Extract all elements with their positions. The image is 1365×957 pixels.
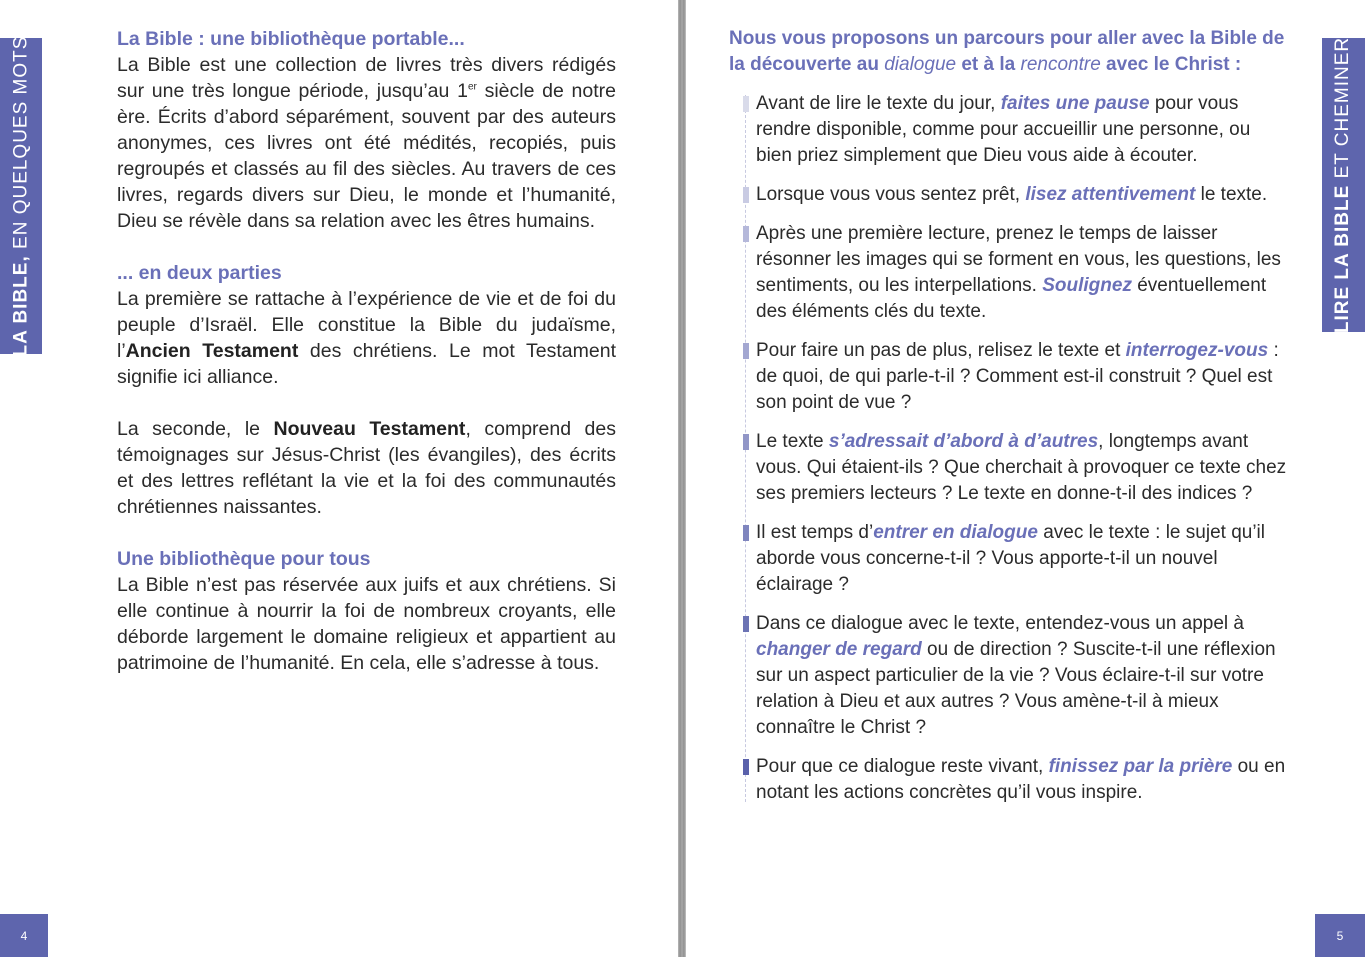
left-page	[0, 0, 678, 957]
section-title: Une bibliothèque pour tous	[117, 548, 371, 570]
paragraph: La Bible n’est pas réservée aux juifs et aux chrétiens. Si elle continue à nourrir la foi de nombreux croyants, elle déborde largement le domaine religieux et appartient au patrimoine de l’humanité. En cela, elle s’adresse à tous.	[117, 574, 616, 674]
reading-step: Après une première lecture, prenez le temps de laisser résonner les images qui se forment en vous, les questions, les sentiments, ou les interpellations. Soulignez éventuellement des éléments clés du texte.	[729, 221, 1289, 325]
step-marker-icon	[743, 434, 749, 450]
reading-step: Avant de lire le texte du jour, faites une pause pour vous rendre disponible, comme pour accueillir une personne, ou bien priez simplement que Dieu vous aide à écouter.	[729, 91, 1289, 169]
chapter-tab-bold: LA BIBLE,	[10, 255, 32, 357]
left-column	[117, 26, 616, 676]
page-number: 5	[1315, 914, 1365, 957]
intro-heading: Nous vous proposons un parcours pour aller avec la Bible de la découverte au dialogue et à la rencontre avec le Christ :	[729, 28, 1285, 75]
chapter-tab-right	[1322, 38, 1365, 332]
chapter-tab-left	[0, 35, 42, 357]
right-column	[729, 26, 1289, 819]
reading-step: Lorsque vous vous sentez prêt, lisez attentivement le texte.	[729, 182, 1289, 208]
reading-steps-list	[729, 91, 1289, 806]
chapter-tab-label	[1333, 37, 1355, 333]
reading-step: Dans ce dialogue avec le texte, entendez-vous un appel à changer de regard ou de direction ? Suscite-t-il une réflexion sur un aspect particulier de la vie ? Vous éclaire-t-il sur votre relation à Dieu et aux autres ? Vous amène-t-il à mieux connaître le Christ ?	[729, 611, 1289, 741]
paragraph: La Bible est une collection de livres très divers rédigés sur une très longue période, jusqu’au 1er siècle de notre ère. Écrits d’abord séparément, souvent par des auteurs anonymes, ces livres ont été médités, recopiés, puis regroupés et classés au fil des siècles. Au travers de ces livres, regards divers sur Dieu, le monde et l’humanité, Dieu se révèle dans sa relation avec les êtres humains.	[117, 54, 616, 232]
reading-step: Il est temps d’entrer en dialogue avec le texte : le sujet qu’il aborde vous concerne-t-il ? Vous apporte-t-il un nouvel éclairage ?	[729, 520, 1289, 598]
paragraph: La première se rattache à l’expérience de vie et de foi du peuple d’Israël. Elle constitue la Bible du judaïsme, l’Ancien Testament des chrétiens. Le mot Testament signifie ici alliance.	[117, 288, 616, 388]
section-title: La Bible : une bibliothèque portable...	[117, 28, 465, 50]
book-spine-divider	[678, 0, 686, 957]
section-title: ... en deux parties	[117, 262, 282, 284]
reading-step: Pour faire un pas de plus, relisez le texte et interrogez-vous : de quoi, de qui parle-t-il ? Comment est-il construit ? Quel est son point de vue ?	[729, 338, 1289, 416]
step-marker-icon	[743, 525, 749, 541]
step-marker-icon	[743, 226, 749, 242]
step-marker-icon	[743, 616, 749, 632]
step-marker-icon	[743, 343, 749, 359]
page-number: 4	[0, 914, 48, 957]
paragraph: La seconde, le Nouveau Testament, comprend des témoignages sur Jésus-Christ (les évangiles), des écrits et des lettres reflétant la vie et la foi des communautés chrétiennes naissantes.	[117, 418, 616, 518]
step-marker-icon	[743, 187, 749, 203]
chapter-tab-bold: LIRE LA BIBLE	[1332, 184, 1354, 334]
chapter-tab-rest: EN QUELQUES MOTS	[10, 35, 32, 256]
reading-step: Le texte s’adressait d’abord à d’autres, longtemps avant vous. Qui étaient-ils ? Que cherchait à provoquer ce texte chez ses premiers lecteurs ? Le texte en donne-t-il des indices ?	[729, 429, 1289, 507]
step-marker-icon	[743, 759, 749, 775]
chapter-tab-rest: ET CHEMINER	[1332, 36, 1354, 185]
step-marker-icon	[743, 96, 749, 112]
reading-step: Pour que ce dialogue reste vivant, finissez par la prière ou en notant les actions concrètes qu’il vous inspire.	[729, 754, 1289, 806]
chapter-tab-label	[10, 36, 32, 357]
